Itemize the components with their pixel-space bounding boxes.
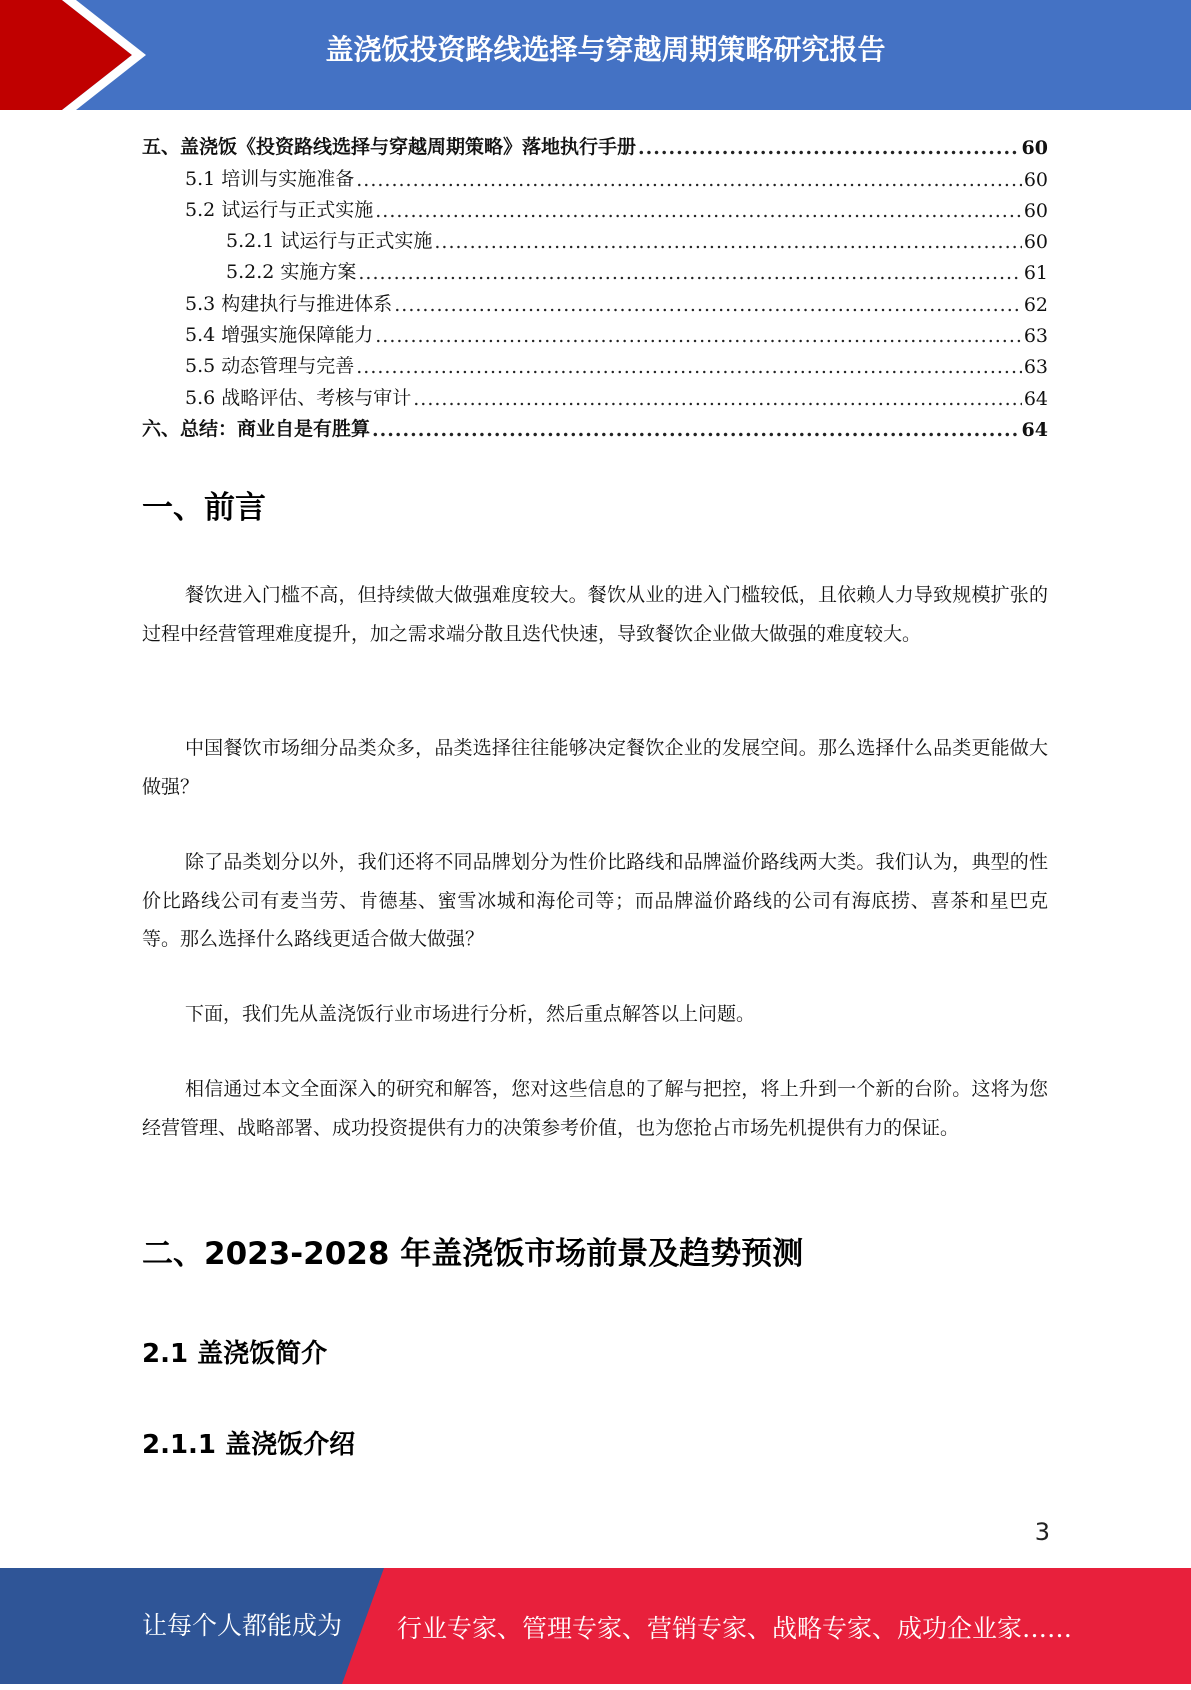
toc-leader-dots — [356, 356, 1022, 378]
toc-entry-page: 64 — [1021, 418, 1048, 441]
toc-entry-text: 5.2.2 实施方案 — [226, 261, 357, 284]
toc-entry-text: 5.6 战略评估、考核与审计 — [185, 386, 412, 409]
toc-entry-page: 60 — [1023, 199, 1048, 222]
toc-entry-text: 5.5 动态管理与完善 — [185, 355, 355, 378]
toc-entry-text: 5.4 增强实施保障能力 — [185, 324, 374, 347]
subsection-heading-intro: 2.1 盖浇饭简介 — [142, 1339, 328, 1369]
page-number: 3 — [1034, 1518, 1050, 1546]
section-heading-market-outlook: 二、2023-2028 年盖浇饭市场前景及趋势预测 — [142, 1236, 804, 1272]
footer-slogan-left: 让每个人都能成为 — [142, 1611, 343, 1640]
toc-leader-dots — [394, 294, 1022, 316]
toc-entry-text: 5.3 构建执行与推进体系 — [185, 292, 393, 315]
toc-entry[interactable] — [142, 347, 1048, 378]
toc-entry-text: 5.2 试运行与正式实施 — [185, 198, 374, 221]
page-header — [0, 0, 1191, 110]
toc-entry-page: 61 — [1023, 262, 1048, 285]
toc-entry[interactable] — [142, 222, 1048, 253]
toc-entry[interactable] — [142, 191, 1048, 222]
toc-entry-page: 62 — [1023, 293, 1048, 316]
toc-entry[interactable] — [142, 316, 1048, 347]
toc-entry-page: 60 — [1021, 137, 1048, 160]
toc-entry-page: 63 — [1023, 356, 1048, 379]
page-footer — [0, 1568, 1191, 1684]
body-paragraph: 餐饮进入门槛不高，但持续做大做强难度较大。餐饮从业的进入门槛较低，且依赖人力导致规模扩张的过程中经营管理难度提升，加之需求端分散且迭代快速，导致餐饮企业做大做强的难度较大。 — [142, 584, 1048, 645]
toc-leader-dots — [372, 419, 1020, 441]
toc-leader-dots — [413, 388, 1022, 410]
toc-entry-text: 5.1 培训与实施准备 — [185, 167, 355, 190]
toc-entry[interactable] — [142, 159, 1048, 190]
body-paragraph: 除了品类划分以外，我们还将不同品牌划分为性价比路线和品牌溢价路线两大类。我们认为，典型的性价比路线公司有麦当劳、肯德基、蜜雪冰城和海伦司等；而品牌溢价路线的公司有海底捞、喜茶和星巴克等。那么选择什么路线更适合做大做强？ — [142, 851, 1048, 950]
toc-leader-dots — [375, 200, 1022, 222]
report-title: 盖浇饭投资路线选择与穿越周期策略研究报告 — [325, 33, 886, 66]
toc-entry-text: 六、总结：商业自是有胜算 — [142, 417, 371, 440]
toc-entry-text: 五、盖浇饭《投资路线选择与穿越周期策略》落地执行手册 — [142, 136, 637, 159]
toc-entry[interactable] — [142, 410, 1048, 441]
toc-leader-dots — [638, 137, 1020, 159]
footer-slogan-right: 行业专家、管理专家、营销专家、战略专家、成功企业家…… — [397, 1614, 1073, 1643]
toc-leader-dots — [434, 231, 1021, 253]
subsubsection-heading-overview: 2.1.1 盖浇饭介绍 — [142, 1430, 356, 1460]
table-of-contents — [142, 128, 1048, 441]
toc-entry[interactable] — [142, 378, 1048, 409]
toc-entry[interactable] — [142, 128, 1048, 159]
toc-entry-text: 5.2.1 试运行与正式实施 — [226, 230, 433, 253]
toc-entry[interactable] — [142, 284, 1048, 315]
toc-leader-dots — [375, 325, 1022, 347]
toc-leader-dots — [356, 169, 1022, 191]
toc-entry-page: 60 — [1023, 231, 1048, 254]
toc-entry-page: 63 — [1023, 325, 1048, 348]
toc-leader-dots — [358, 262, 1021, 284]
toc-entry-page: 64 — [1023, 387, 1048, 410]
body-paragraph: 中国餐饮市场细分品类众多，品类选择往往能够决定餐饮企业的发展空间。那么选择什么品类更能做大做强？ — [142, 737, 1048, 798]
body-paragraph: 相信通过本文全面深入的研究和解答，您对这些信息的了解与把控，将上升到一个新的台阶。这将为您经营管理、战略部署、成功投资提供有力的决策参考价值，也为您抢占市场先机提供有力的保证。 — [142, 1078, 1048, 1139]
body-paragraph: 下面，我们先从盖浇饭行业市场进行分析，然后重点解答以上问题。 — [185, 1003, 756, 1025]
toc-entry-page: 60 — [1023, 168, 1048, 191]
section-heading-preface: 一、前言 — [142, 490, 266, 526]
toc-entry[interactable] — [142, 253, 1048, 284]
